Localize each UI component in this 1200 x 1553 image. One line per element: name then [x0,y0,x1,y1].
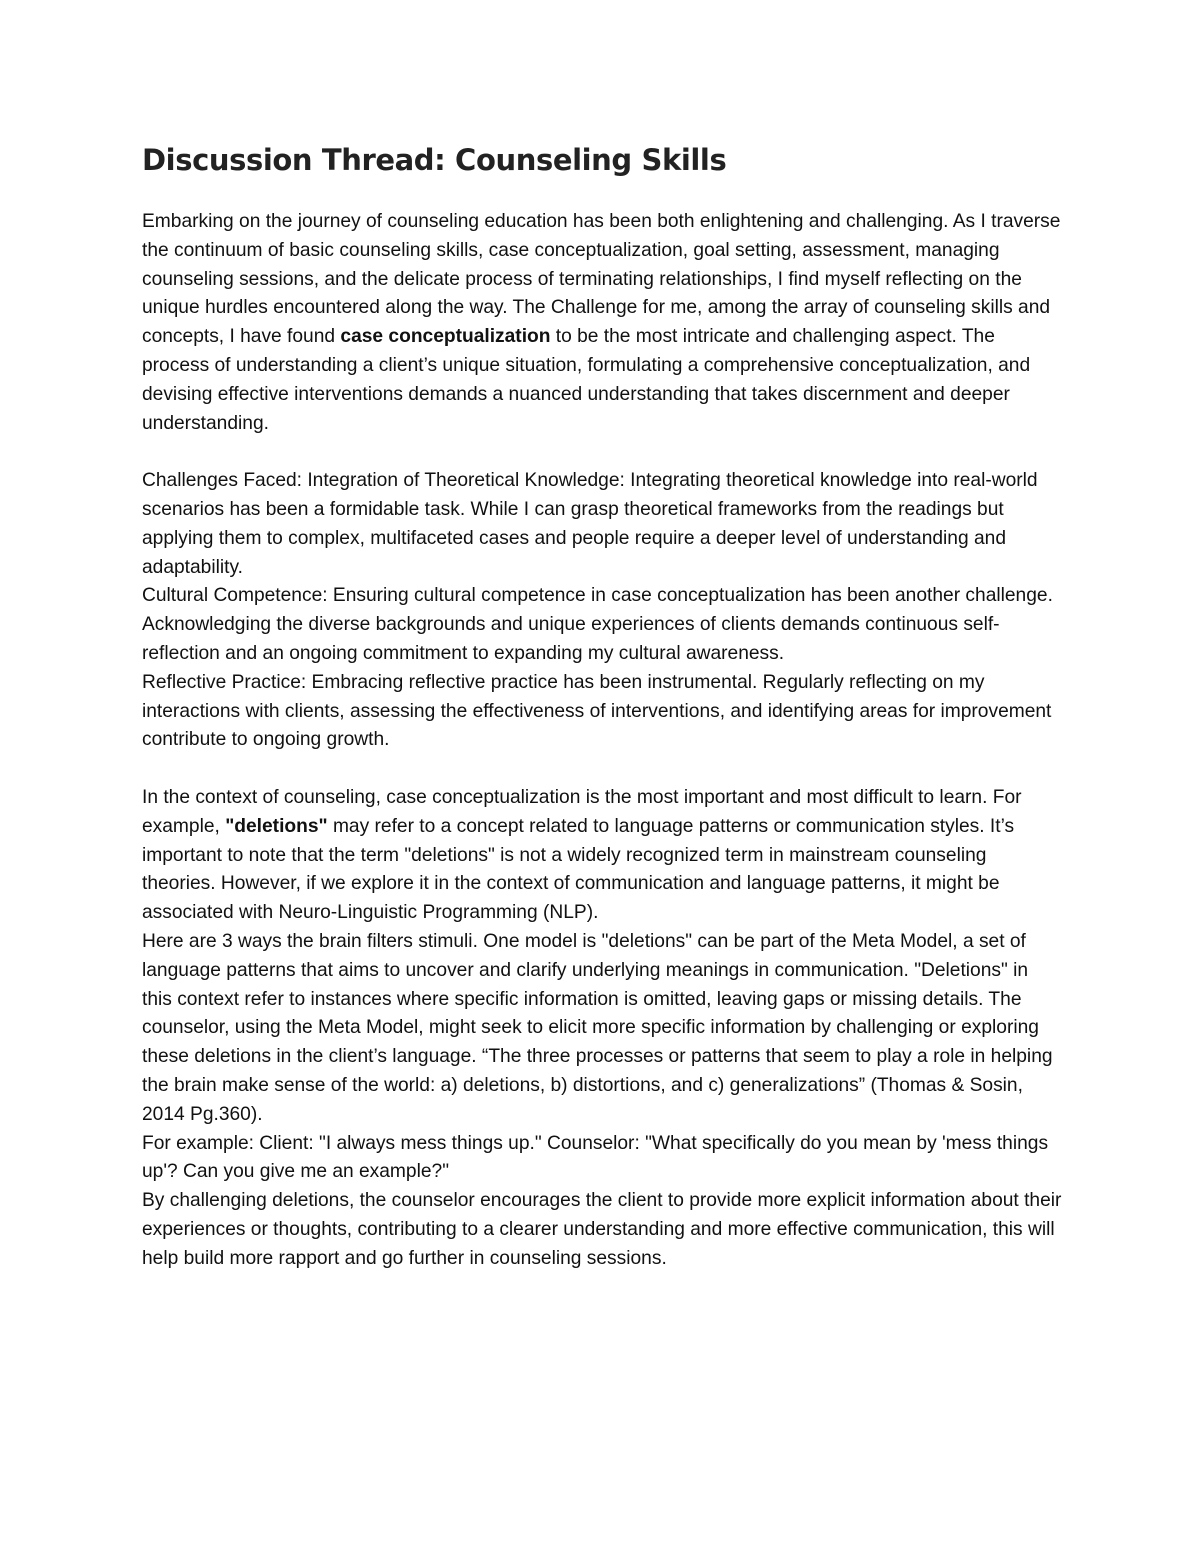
intro-text-end: to be the most intricate and challenging aspect. The process of understanding a client’s unique situation, formulating a comprehensive conceptualization, and devising effective interventions demands a nuanced understanding that takes discernment and deeper understanding. [142,326,1031,434]
paragraph-gap [142,438,1062,467]
example-paragraph: For example: Client: "I always mess things up." Counselor: "What specifically do you mean by 'mess things up'? Can you give me an example?" [142,1132,1049,1183]
context-paragraph [142,784,1062,928]
ways-paragraph: Here are 3 ways the brain filters stimuli. One model is "deletions" can be part of the Meta Model, a set of language patterns that aims to uncover and clarify underlying meanings in communication. "Deletions" in this context refer to instances where specific information is omitted, leaving gaps or missing details. The counselor, using the Meta Model, might seek to elicit more specific information by challenging or exploring these deletions in the client’s language. “The three processes or patterns that seem to play a role in helping the brain make sense of the world: a) deletions, b) distortions, and c) generalizations” (Thomas & Sosin, 2014 Pg.360). [142,930,1053,1125]
challenge-integration-paragraph: Challenges Faced: Integration of Theoretical Knowledge: Integrating theoretical knowledge into real-world scenarios has been a formidable task. While I can grasp theoretical frameworks from the readings but applying them to complex, multifaceted cases and people require a deeper level of understanding and adaptability. [142,470,1038,578]
document-title: Discussion Thread: Counseling Skills [142,143,727,177]
context-text-end: may refer to a concept related to language patterns or communication styles. It’s important to note that the term "deletions" is not a widely recognized term in mainstream counseling theories. However, if we explore it in the context of communication and language patterns, it might be associated with Neuro-Linguistic Programming (NLP). [142,815,1015,924]
context-text-start: In the context of counseling, case conceptualization is the most important and most difficult to learn. For example, [142,786,1022,837]
intro-text-start: Embarking on the journey of counseling education has been both enlightening and challenging. As I traverse the continuum of basic counseling skills, case conceptualization, goal setting, assessment, managing counseling sessions, and the delicate process of terminating relationships, I find myself reflecting on the unique hurdles encountered along the way. The Challenge for me, among the array of counseling skills and concepts, I have found [142,211,1061,348]
challenge-cultural-paragraph: Cultural Competence: Ensuring cultural competence in case conceptualization has been another challenge. Acknowledging the diverse backgrounds and unique experiences of clients demands continuous self-reflection and an ongoing commitment to expanding my cultural awareness. [142,585,1053,664]
context-bold-term: "deletions" [225,815,328,837]
intro-bold-term: case conceptualization [340,326,551,348]
conclusion-paragraph: By challenging deletions, the counselor encourages the client to provide more explicit information about their experiences or thoughts, contributing to a clearer understanding and more effective communication, this will help build more rapport and go further in counseling sessions. [142,1190,1062,1269]
paragraph-gap [142,755,1062,784]
intro-paragraph [142,208,1062,438]
challenge-reflective-paragraph: Reflective Practice: Embracing reflective practice has been instrumental. Regularly reflecting on my interactions with clients, assessing the effectiveness of interventions, and identifying areas for improvement contribute to ongoing growth. [142,671,1052,751]
document-page [142,138,1062,1273]
